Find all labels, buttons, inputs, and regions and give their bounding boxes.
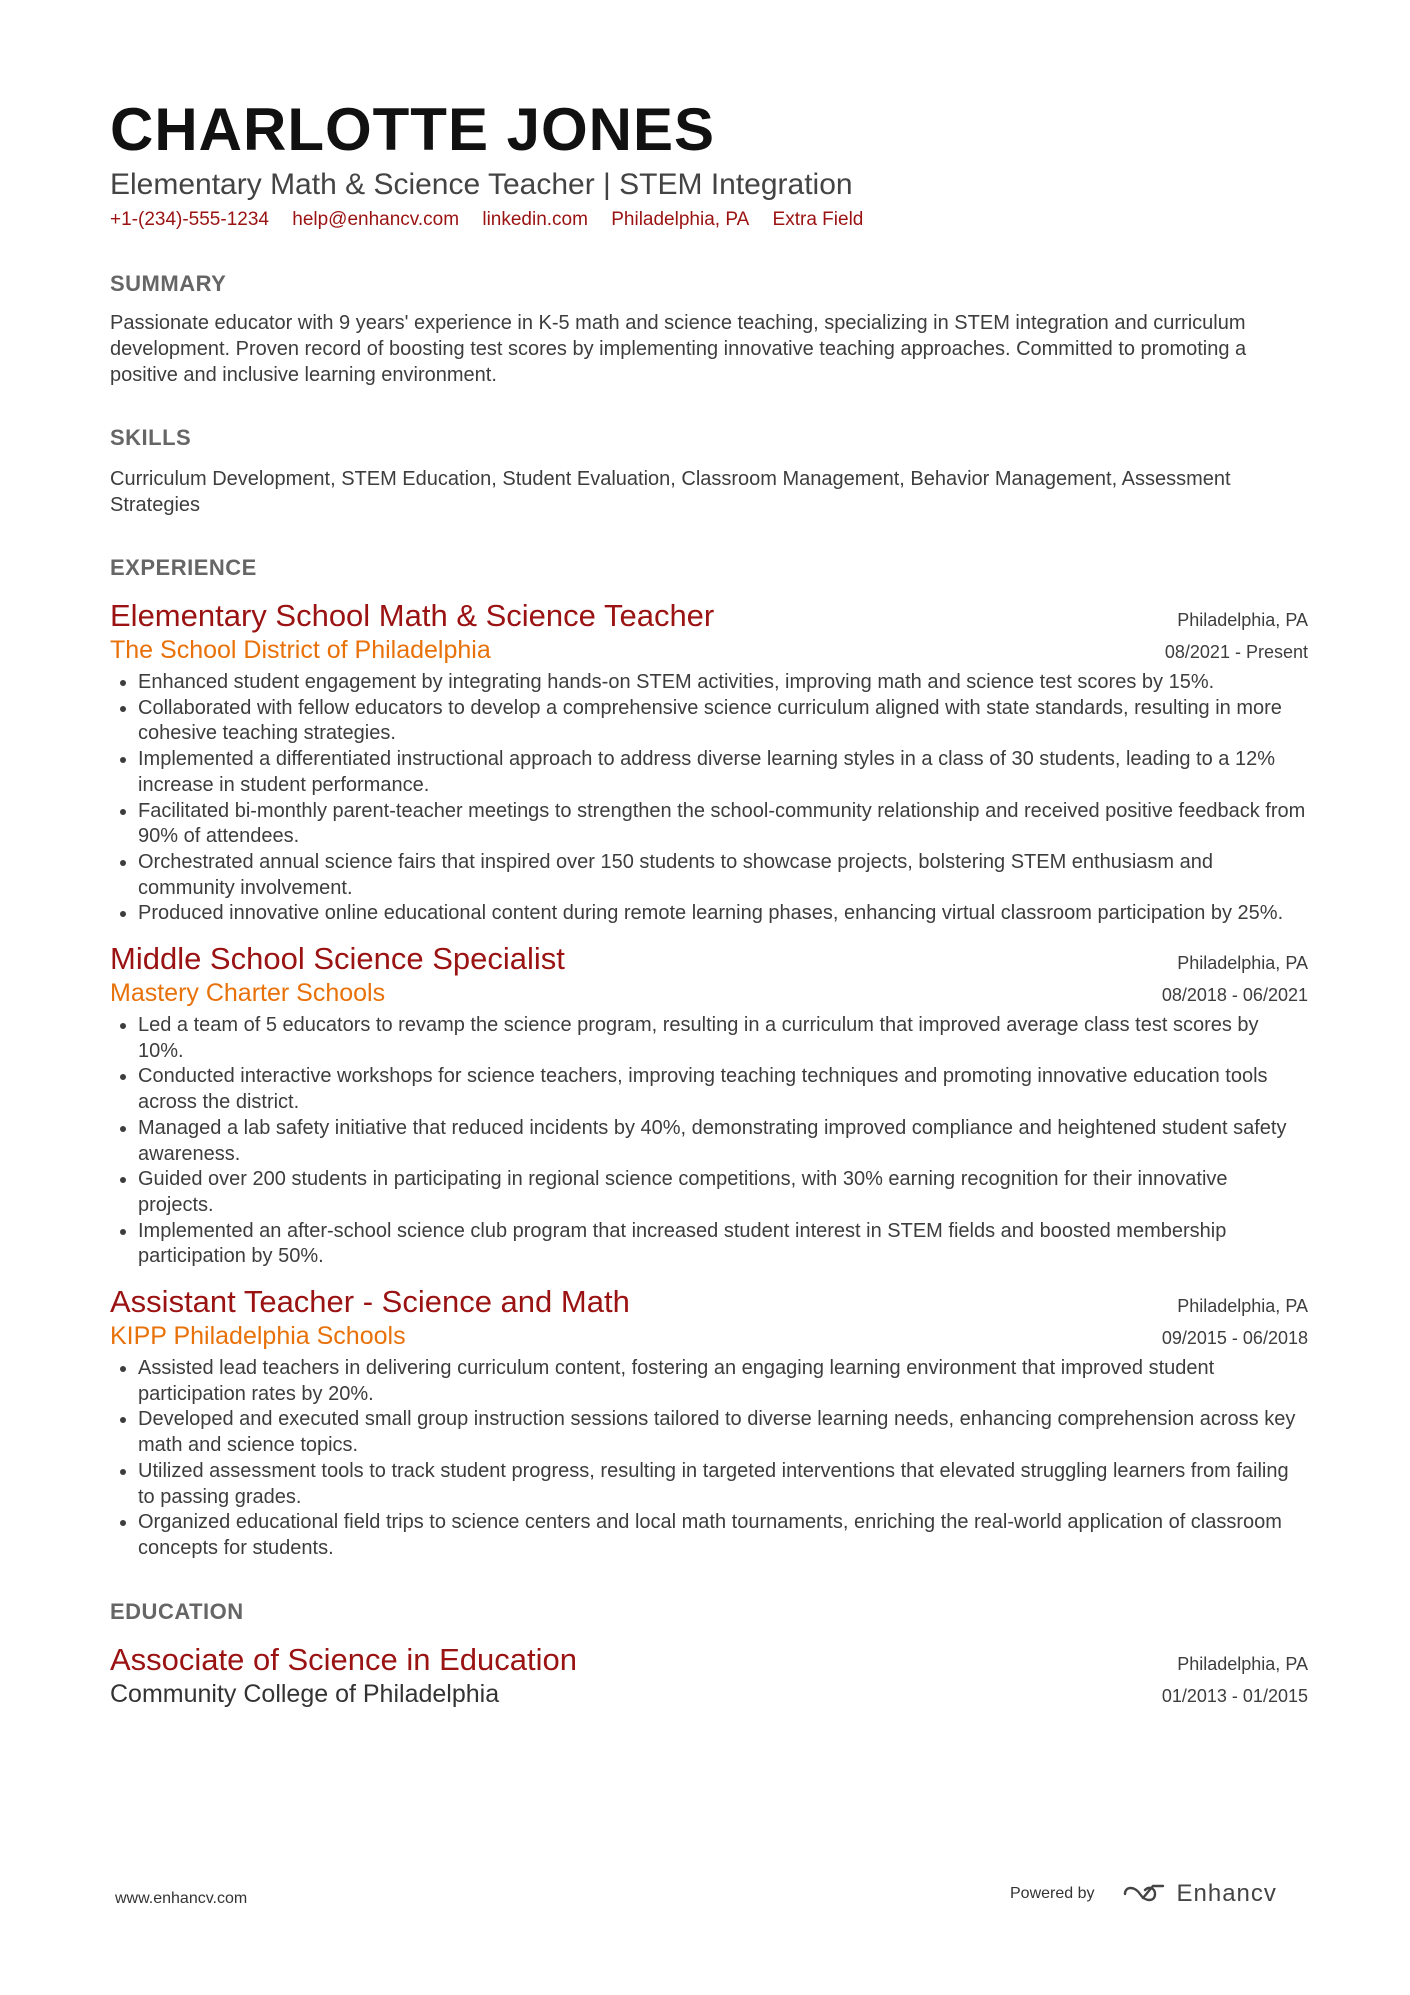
list-item: • Enhanced student engagement by integrating hands-on STEM activities, improving math and science test scores by 15%. xyxy=(138,670,1308,696)
job-company: KIPP Philadelphia Schools xyxy=(110,1322,406,1351)
enhancv-logo-icon xyxy=(1121,1881,1167,1907)
list-item: • Assisted lead teachers in delivering curriculum content, fostering an engaging learning environment that improved student participation rates by 20%. xyxy=(138,1356,1308,1407)
education-entry xyxy=(110,1642,1308,1710)
skills-text: Curriculum Development, STEM Education, Student Evaluation, Classroom Management, Behavior Management, Assessment Strategies xyxy=(110,468,1231,516)
summary-text: Passionate educator with 9 years' experience in K-5 math and science teaching, specializing in STEM integration and curriculum development. Proven record of boosting test scores by implementing innovative teaching approaches. Committed to promoting a positive and inclusive learning environment. xyxy=(110,312,1247,386)
footer-branding xyxy=(1010,1880,1277,1908)
brand-name: Enhancv xyxy=(1176,1880,1277,1907)
education-heading: EDUCATION xyxy=(110,1598,244,1624)
footer-website[interactable]: www.enhancv.com xyxy=(115,1890,248,1907)
list-item: • Implemented an after-school science club program that increased student interest in STEM fields and boosted membership participation by 50%. xyxy=(138,1219,1308,1270)
job-bullets xyxy=(110,670,1308,927)
contact-phone[interactable]: +1-(234)-555-1234 xyxy=(110,209,269,230)
job-location: Philadelphia, PA xyxy=(1177,953,1308,974)
list-item: • Developed and executed small group instruction sessions tailored to diverse learning needs, enhancing comprehension across key math and science topics. xyxy=(138,1407,1308,1458)
summary-heading: SUMMARY xyxy=(110,271,227,296)
experience-entry xyxy=(110,941,1308,1270)
job-bullets xyxy=(110,1013,1308,1270)
education-location: Philadelphia, PA xyxy=(1177,1653,1308,1674)
job-company: Mastery Charter Schools xyxy=(110,979,386,1008)
list-item: • Led a team of 5 educators to revamp the science program, resulting in a curriculum that improved average class test scores by 10%. xyxy=(138,1013,1308,1064)
list-item: • Conducted interactive workshops for science teachers, improving teaching techniques and promoting innovative education tools across the district. xyxy=(138,1064,1308,1115)
candidate-title: Elementary Math & Science Teacher | STEM Integration xyxy=(110,168,853,201)
list-item: • Organized educational field trips to science centers and local math tournaments, enriching the real-world application of classroom concepts for students. xyxy=(138,1510,1308,1561)
contact-location: Philadelphia, PA xyxy=(611,209,750,230)
list-item: • Collaborated with fellow educators to develop a comprehensive science curriculum aligned with state standards, resulting in more cohesive teaching strategies. xyxy=(138,696,1308,747)
education-degree: Associate of Science in Education xyxy=(110,1641,577,1677)
job-bullets xyxy=(110,1356,1308,1562)
experience-entry xyxy=(110,598,1308,927)
skills-heading: SKILLS xyxy=(110,425,192,450)
list-item: • Guided over 200 students in participating in regional science competitions, with 30% earning recognition for their innovative projects. xyxy=(138,1167,1308,1218)
candidate-name: CHARLOTTE JONES xyxy=(110,96,716,163)
list-item: • Implemented a differentiated instructional approach to address diverse learning styles in a class of 30 students, leading to a 12% increase in student performance. xyxy=(138,747,1308,798)
job-dates: 09/2015 - 06/2018 xyxy=(1161,1328,1308,1349)
job-dates: 08/2018 - 06/2021 xyxy=(1161,985,1308,1006)
job-role: Elementary School Math & Science Teacher xyxy=(110,598,715,633)
job-company: The School District of Philadelphia xyxy=(110,636,491,664)
list-item: • Orchestrated annual science fairs that inspired over 150 students to showcase projects, bolstering STEM enthusiasm and community involvement. xyxy=(138,850,1308,901)
contact-extra: Extra Field xyxy=(772,209,864,230)
contact-linkedin[interactable]: linkedin.com xyxy=(482,209,588,230)
contact-email[interactable]: help@enhancv.com xyxy=(292,209,460,230)
list-item: • Managed a lab safety initiative that reduced incidents by 40%, demonstrating improved compliance and heightened student safety awareness. xyxy=(138,1116,1308,1167)
job-role: Middle School Science Specialist xyxy=(110,941,565,977)
job-location: Philadelphia, PA xyxy=(1177,1296,1308,1317)
contact-line xyxy=(110,208,1308,232)
education-dates: 01/2013 - 01/2015 xyxy=(1161,1685,1308,1706)
job-role: Assistant Teacher - Science and Math xyxy=(110,1284,630,1320)
list-item: • Utilized assessment tools to track student progress, resulting in targeted interventions that elevated struggling learners from failing to passing grades. xyxy=(138,1459,1308,1510)
powered-by-label: Powered by xyxy=(1010,1885,1095,1902)
job-dates: 08/2021 - Present xyxy=(1164,642,1308,662)
experience-heading: EXPERIENCE xyxy=(110,555,257,580)
list-item: • Produced innovative online educational content during remote learning phases, enhancing virtual classroom participation by 25%. xyxy=(138,901,1308,927)
experience-entry xyxy=(110,1284,1308,1562)
list-item: • Facilitated bi-monthly parent-teacher meetings to strengthen the school-community relationship and received positive feedback from 90% of attendees. xyxy=(138,799,1308,850)
education-school: Community College of Philadelphia xyxy=(110,1679,500,1708)
job-location: Philadelphia, PA xyxy=(1177,610,1308,630)
resume-page xyxy=(110,94,1308,1710)
